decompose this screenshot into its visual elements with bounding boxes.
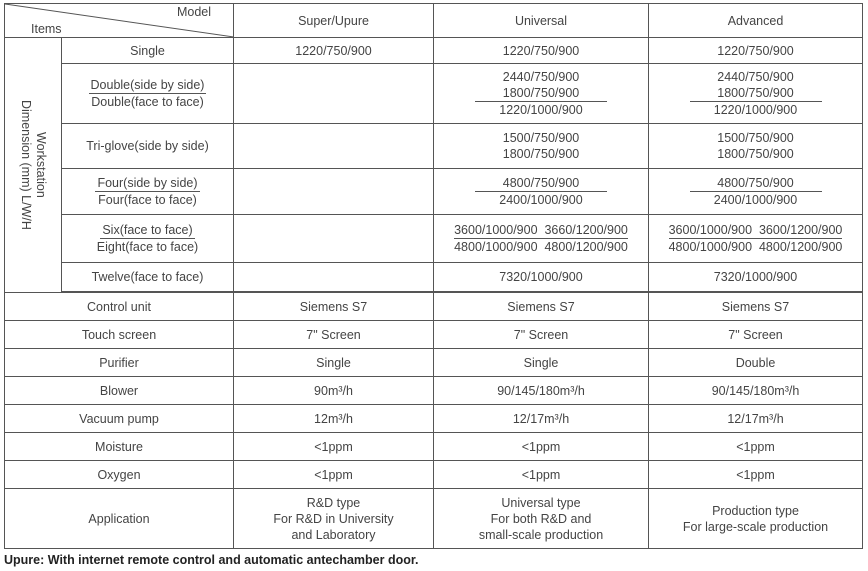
triglove-label: Tri-glove(side by side) xyxy=(62,124,234,169)
application-advanced xyxy=(649,489,863,549)
twelve-super xyxy=(234,263,434,292)
header-corner-cell xyxy=(5,4,234,38)
blower-universal: 90/145/180m³/h xyxy=(434,377,649,405)
four-side-label: Four(side by side) xyxy=(97,176,198,190)
application-super-2: For R&D in University xyxy=(273,511,394,526)
twelve-universal: 7320/1000/900 xyxy=(434,263,649,292)
application-super-1: R&D type xyxy=(306,495,361,510)
triglove-universal-2: 1800/750/900 xyxy=(502,147,580,161)
vacuum-pump-label: Vacuum pump xyxy=(5,405,234,433)
six-super xyxy=(234,215,434,263)
single-label: Single xyxy=(62,38,234,64)
application-advanced-1: Production type xyxy=(712,503,799,518)
single-advanced: 1220/750/900 xyxy=(649,38,863,64)
double-universal-3: 1220/1000/900 xyxy=(499,103,583,117)
six-advanced-1: 3600/1000/900 3600/1200/900 xyxy=(668,223,843,237)
moisture-universal: <1ppm xyxy=(434,433,649,461)
six-advanced-2: 4800/1000/900 4800/1200/900 xyxy=(668,240,843,254)
application-super xyxy=(234,489,434,549)
double-universal-2: 1800/750/900 xyxy=(475,85,607,102)
touch-screen-advanced: 7" Screen xyxy=(649,321,863,349)
col-header-advanced: Advanced xyxy=(649,4,863,38)
double-advanced xyxy=(649,64,863,124)
col-header-super: Super/Upure xyxy=(234,4,434,38)
oxygen-advanced: <1ppm xyxy=(649,461,863,489)
control-unit-label: Control unit xyxy=(5,293,234,321)
four-universal xyxy=(434,169,649,215)
twelve-label: Twelve(face to face) xyxy=(62,263,234,292)
spec-table xyxy=(4,3,863,549)
dimension-label: Dimension (mm) L/W/H xyxy=(19,100,33,230)
vacuum-pump-universal: 12/17m³/h xyxy=(434,405,649,433)
four-advanced-2: 2400/1000/900 xyxy=(713,193,798,207)
application-universal-1: Universal type xyxy=(501,495,581,510)
touch-screen-universal: 7" Screen xyxy=(434,321,649,349)
four-advanced-1: 4800/750/900 xyxy=(690,175,822,192)
purifier-universal: Single xyxy=(434,349,649,377)
six-advanced xyxy=(649,215,863,263)
touch-screen-super: 7" Screen xyxy=(234,321,434,349)
application-advanced-2: For large-scale production xyxy=(682,519,829,534)
four-universal-1: 4800/750/900 xyxy=(475,175,607,192)
double-label-cell xyxy=(62,64,234,124)
workstation-group-cell xyxy=(5,38,62,293)
application-universal xyxy=(434,489,649,549)
workstation-label: Workstation xyxy=(34,132,48,198)
six-universal xyxy=(434,215,649,263)
single-universal: 1220/750/900 xyxy=(434,38,649,64)
double-universal xyxy=(434,64,649,124)
oxygen-super: <1ppm xyxy=(234,461,434,489)
oxygen-universal: <1ppm xyxy=(434,461,649,489)
blower-super: 90m³/h xyxy=(234,377,434,405)
double-universal-1: 2440/750/900 xyxy=(502,70,580,84)
vacuum-pump-advanced: 12/17m³/h xyxy=(649,405,863,433)
control-unit-universal: Siemens S7 xyxy=(434,293,649,321)
four-advanced xyxy=(649,169,863,215)
control-unit-super: Siemens S7 xyxy=(234,293,434,321)
triglove-advanced-1: 1500/750/900 xyxy=(717,131,794,145)
four-super xyxy=(234,169,434,215)
six-universal-2: 4800/1000/900 4800/1200/900 xyxy=(454,240,628,254)
model-header: Model xyxy=(176,5,211,19)
four-universal-2: 2400/1000/900 xyxy=(499,193,583,207)
double-advanced-1: 2440/750/900 xyxy=(717,70,794,84)
application-label: Application xyxy=(5,489,234,549)
blower-advanced: 90/145/180m³/h xyxy=(649,377,863,405)
purifier-advanced: Double xyxy=(649,349,863,377)
purifier-label: Purifier xyxy=(5,349,234,377)
six-universal-1: 3600/1000/900 3660/1200/900 xyxy=(454,223,628,237)
application-universal-3: small-scale production xyxy=(478,527,604,542)
application-super-3: and Laboratory xyxy=(291,527,376,542)
triglove-advanced xyxy=(649,124,863,169)
triglove-universal xyxy=(434,124,649,169)
vacuum-pump-super: 12m³/h xyxy=(234,405,434,433)
oxygen-label: Oxygen xyxy=(5,461,234,489)
six-label: Six(face to face) xyxy=(102,223,193,237)
double-advanced-3: 1220/1000/900 xyxy=(713,103,798,117)
triglove-universal-1: 1500/750/900 xyxy=(502,131,580,145)
touch-screen-label: Touch screen xyxy=(5,321,234,349)
single-super: 1220/750/900 xyxy=(234,38,434,64)
triglove-super xyxy=(234,124,434,169)
double-super xyxy=(234,64,434,124)
moisture-label: Moisture xyxy=(5,433,234,461)
double-side-label: Double(side by side) xyxy=(90,78,205,92)
moisture-super: <1ppm xyxy=(234,433,434,461)
blower-label: Blower xyxy=(5,377,234,405)
control-unit-advanced: Siemens S7 xyxy=(649,293,863,321)
col-header-universal: Universal xyxy=(434,4,649,38)
application-universal-2: For both R&D and xyxy=(490,511,592,526)
six-label-cell xyxy=(62,215,234,263)
moisture-advanced: <1ppm xyxy=(649,433,863,461)
footnote: Upure: With internet remote control and automatic antechamber door. xyxy=(4,553,419,567)
items-header: Items xyxy=(31,22,62,36)
four-face-label: Four(face to face) xyxy=(98,193,197,207)
eight-label: Eight(face to face) xyxy=(96,240,199,254)
double-face-label: Double(face to face) xyxy=(91,95,204,109)
four-label-cell xyxy=(62,169,234,215)
triglove-advanced-2: 1800/750/900 xyxy=(717,147,794,161)
purifier-super: Single xyxy=(234,349,434,377)
twelve-advanced: 7320/1000/900 xyxy=(649,263,863,292)
double-advanced-2: 1800/750/900 xyxy=(690,85,822,102)
